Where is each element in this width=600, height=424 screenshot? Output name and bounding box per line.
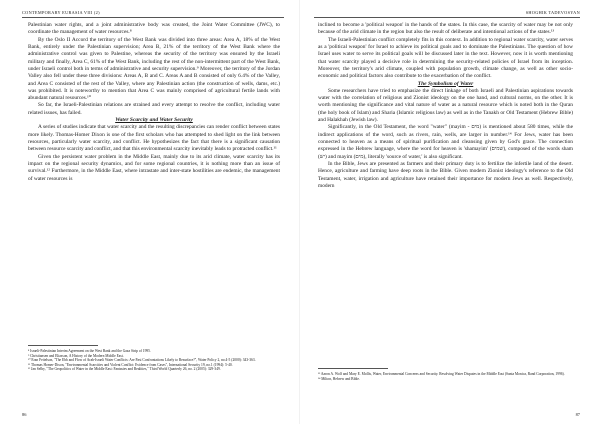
- right-page: [300, 0, 600, 424]
- paragraph: Palestinian water rights, and a joint administrative body was created, the Joint Water Committee (JWC), to coordinate the management of water resources.⁸: [28, 22, 280, 36]
- footnote: ¹³ Aaron A. Wolf and Mary E. Mollis, Water, Environmental Concerns and Security. Resolving Water Disputes in the Middle East (Santa Monica, Rand Corporation, 1996).: [318, 372, 565, 376]
- running-head-left: CONTEMPORARY EURASIA VIII (2): [22, 10, 100, 15]
- paragraph: By the Oslo II Accord the territory of the West Bank was divided into three areas: Area A, 18% of the West Bank, entirely under the Palestinian supervision; Area B, 21% of the territory of the West Bank where the administrative control was given to Palestine, whereas the security of the territory was ensured by the Israeli military and finally, Area C, 61% of the West Bank, including the rest of the non-intermittent part of the West Bank, under Israeli control both in terms of administrative and security supervision.⁹ Moreover, the territory of the Jordan Valley also fell under these three divisions: Areas A, B and C. Areas A and B consisted of only 6.4% of the Valley, and Area C consisted of the rest of the Valley, where any Palestinian action (the construction of wells, dams, etc.) was prohibited. It is noteworthy to mention that Area C was mainly comprised of agricultural fertile lands with abundant natural resources.¹⁰: [28, 36, 280, 102]
- paragraph: inclined to become a 'political weapon' in the hands of the states. In this case, the scarcity of water may be not only because of the arid climate in the region but also the result of deliberate and intentional actions of the states.¹³: [318, 22, 573, 36]
- header-rule-left: [22, 17, 284, 18]
- running-head-right: SHOGHIK TADEVOSYAN: [525, 10, 580, 15]
- footnotes-left: [28, 345, 280, 372]
- paragraph: The Israeli-Palestinian conflict completely fits in this context. In addition to regional water scarcity, water serves as a 'political weapon' for Israel to achieve its political goals and to dominate the Palestinians. The question of how Israel uses water to serve its political goals will be discussed later in the text. However, now it is worth mentioning that water scarcity played a decisive role in determining the security-related policies of Israel from its inception. Moreover, the territory's arid climate, coupled with population growth, climate change, as well as other socio-economic and political factors also contribute to the exacerbation of the conflict.: [318, 36, 573, 80]
- footnote: ¹¹ Thomas Homer-Dixon, "Environmental Scarcities and Violent Conflict: Evidence from Cases", International Security 19, no.1 (1994): 5-40.: [28, 362, 233, 367]
- footnotes-right: [318, 368, 573, 381]
- header-rule-right: [314, 17, 580, 18]
- paragraph: In the Bible, Jews are presented as farmers and their primary duty is to fertilize the infertile land of the desert. Hence, agriculture and farming have deep roots in the Bible. Given modern Zionist ideology's reference to the Old Testament, water, irrigation and agriculture have retained their importance for modern Jews as well. Respectively, modern: [318, 160, 573, 189]
- footnote: ¹⁴ Milton, Hebrew and Bible.: [318, 376, 360, 381]
- right-page-body: [318, 22, 573, 190]
- paragraph: So far, the Israeli-Palestinian relations are strained and every attempt to resolve the conflict, including water related issues, has failed.: [28, 102, 280, 116]
- page-number-right: 87: [575, 412, 580, 417]
- paragraph: Some researchers have tried to emphasize the direct linkage of both Israeli and Palestinian aspirations towards water with the correlation of religious and Zionist ideology on the one hand, and cultural norms, on the other. It is worth mentioning the significance and vital nature of water as a natural resource which is noted both in the Quran (the holy book of Islam) and Sharia (Islamic religious law) as well as in the Tanakh or Old Testament (Hebrew Bible) and Halakhah (Jewish law).: [318, 87, 573, 124]
- footnote-rule: [28, 345, 98, 346]
- footnote: ⁸ Israeli-Palestinian Interim Agreement on the West Bank and the Gaza Strip of 1995.: [28, 349, 151, 353]
- section-heading: The Symbolism of Water: [417, 80, 474, 87]
- paragraph: Given the persistent water problem in the Middle East, mainly due to its arid climate, water scarcity has its impact on the regional security dynamics, and for some regional countries, it is nothing more than an issue of survival.¹² Furthermore, in the Middle East, where intrastate and inter-state hostilities are endemic, the management of water resources is: [28, 153, 280, 182]
- footnote: ⁹ Christiansen and Eliasson, A History of the Modern Middle East.: [28, 353, 124, 358]
- paragraph: Significantly, in the Old Testament, the word "water" (mayim - מים) is mentioned about 580 times, while the indirect applications of the word, such as rivers, rain, wells, are larger in number.¹⁴ For Jews, water has been connected to heaven as a means of spiritual purification and cleansing given by God's grace. The connection expressed in the Hebrew language, where the word for heaven is 'shamayim' (שמים), composed of the words sham (יש) and mayim (מים), literally 'source of water,' is also significant.: [318, 124, 573, 160]
- page-number-left: 86: [22, 412, 27, 417]
- paragraph: A series of studies indicate that water scarcity and the resulting discrepancies can render conflict between states more likely. Thomas-Homer Dixon is one of the first scholars who has attempted to shed light on the link between resources, particularly water scarcity, and conflict. He hypothesizes the fact that there is a significant causation between resource scarcity and conflict, and that this environmental scarcity inevitably leads to protracted conflict.¹¹: [28, 124, 280, 153]
- footnote: ¹⁰ Eran Feitelson, "The Ebb and Flow of Arab-Israeli Water Conflicts: Are Past Confrontations Likely to Resurface?", Water Policy 2, no.4-5 (2000): 343-363.: [28, 358, 256, 363]
- left-page-body: [28, 22, 280, 183]
- footnote: ¹² Jan Selby, "The Geopolitics of Water in the Middle East: Fantasies and Realities," Third World Quarterly 26, no. 2 (2005): 329-349.: [28, 367, 221, 372]
- section-heading: Water Scarcity and Water Security: [115, 117, 193, 124]
- footnote-rule: [318, 368, 388, 369]
